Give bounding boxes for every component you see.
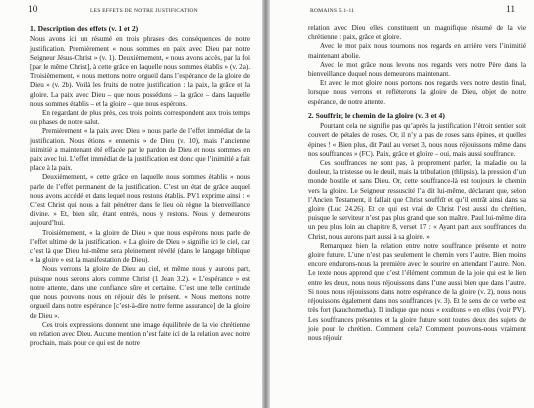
paragraph: Troisièmement, « la gloire de Dieu » que nous espérons nous parle de l’effet ultime de la justification. « La gloire de Dieu » signifie ici le ciel, car c’est là que Dieu lui-même sera pleinement révélé (dans le langage biblique « la gloire » est la manifestation de Dieu). (30, 228, 250, 265)
paragraph: Ces trois expressions donnent une image équilibrée de la vie chrétienne en relation avec Dieu. Aucune mention n’est faite ici de la relation avec notre prochain, mais pour ce qui est de notre (30, 320, 250, 348)
book-gutter (262, 0, 270, 408)
section-heading-1: 1. Description des effets (v. 1 et 2) (30, 24, 139, 33)
paragraph: Remarquez bien la relation entre notre souffrance présente et notre gloire future. L’une n’est pas seulement le chemin vers l’autre. Bien moins encore endurons-nous la première avec le sourire en attendant l’autre. Non. Le texte nous apprend que c’est l’élément commun de la joie qui est le lien entre les deux, nous nous réjouissons dans l’une aussi bien que dans l’autre. Si nous nous réjouissons dans notre espérance de la gloire (v. 2), nous nous réjouissons également dans nos souffrances (v. 3). Et le sens de ce verbe est très fort (kauchometha). Il indique que nous « exultons » en elles (voir PV). Les souffrances présentes et la gloire future sont toutes deux des sujets de joie pour le chrétien. Comment cela? Comment pouvons-nous vraiment nous réjouir (308, 241, 526, 342)
paragraph: Nous avons ici un résumé en trois phrases des conséquences de notre justification. Premièrement « nous sommes en paix avec Dieu par notre Seigneur Jésus-Christ » (v. 1). Deuxièmement, « nous avons accès, par la foi [par le même Christ], à cette grâce en laquelle nous sommes établis » (v. 2a). Troisièmement, « nous mettons notre orgueil dans l’espérance de la gloire de Dieu » (v. 2b). Voilà les fruits de notre justification : la paix, la grâce et la gloire. La paix avec Dieu – que nous possédons – la grâce – dans laquelle nous sommes établis – et la gloire – que nous espérons. (30, 35, 250, 108)
paragraph: Premièrement « la paix avec Dieu » nous parle de l’effet immédiat de la justification. Nous étions « ennemis » de Dieu (v. 10), mais l’ancienne inimitié a maintenant été effacée par le pardon de Dieu et nous sommes en paix avec lui. L’effet immédiat de la justification est donc que l’inimitié a fait place à la paix. (30, 127, 250, 173)
paragraph: relation avec Dieu elles constituent un magnifique résumé de la vie chrétienne : paix, grâce et gloire. (308, 24, 526, 42)
page-number-left: 10 (28, 5, 38, 15)
running-head-right: ROMAINS 5.1-11 (310, 8, 355, 14)
page-number-right: 11 (506, 5, 516, 15)
section-heading-2: 2. Souffrir, le chemin de la gloire (v. 3 et 4) (308, 110, 445, 120)
paragraph: Et avec le mot gloire nous portons nos regards vers notre destin final, lorsque nous verrons et refléterons la gloire de Dieu, objet de notre espérance, de notre attente. (308, 79, 526, 106)
paragraph: Deuxièmement, « cette grâce en laquelle nous sommes établis » nous parle de l’effet permanent de la justification. C’est un état de grâce auquel nous avons accédé et dans lequel nous restons établis. PV1 exprime ainsi : « C’est Christ qui nous a fait pénétrer dans le lieu où règne la bienveillance divine. » Et, bien sûr, étant entrés, nous y restons. Nous y demeurons aujourd’hui. (30, 173, 250, 228)
left-page (0, 0, 262, 408)
left-page-body (30, 24, 250, 348)
right-page-body (308, 24, 526, 343)
paragraph: Nous verrons la gloire de Dieu au ciel, et même nous y aurons part, puisque nous serons alors comme Christ (1 Jean 3.2). « L’espérance » est notre attente, dans une confiance sûre et certaine. C’est une telle certitude que nous pouvons nous en réjouir dès le présent. « Nous mettons notre orgueil dans notre espérance [c’est-à-dire notre ferme assurance] de la gloire de Dieu ». (30, 265, 250, 320)
running-head-left: LES EFFETS DE NOTRE JUSTIFICATION (90, 8, 198, 14)
right-page (270, 0, 534, 408)
paragraph: Avec le mot paix nous tournons nos regards en arrière vers l’inimitié maintenant abolie. (308, 42, 526, 60)
paragraph: Avec le mot grâce nous levons nos regards vers notre Père dans la bienveillance duquel nous demeurons maintenant. (308, 60, 526, 79)
paragraph: Ces souffrances ne sont pas, à proprement parler, la maladie ou la douleur, la tristesse ou le deuil, mais la tribulation (thlipsis), la pression d’un monde hostile et sans Dieu. Or, cette souffrance-là est toujours le chemin vers la gloire. Le Seigneur ressuscité l’a dit lui-même, déclarant que, selon l’Ancien Testament, il fallait que Christ souffrît et qu’il entrât ainsi dans sa gloire (Luc 24.26). Et ce qui est vrai de Christ l’est aussi du chrétien, puisque le serviteur n’est pas plus grand que son maître. Paul lui-même dira un peu plus loin au chapitre 8, verset 17 : « Ayant part aux souffrances du Christ, nous aurons part aussi à sa gloire. » (308, 159, 526, 241)
paragraph: Pourtant cela ne signifie pas qu’après la justification l’étroit sentier soit couvert de pétales de roses. Or, il n’y a pas de roses sans épines, et quelles épines ! « Bien plus, dit Paul au verset 3, nous nous réjouissons même dans nos souffrances » (FC). Paix, grâce et gloire – oui, mais aussi souffrance. (308, 122, 526, 158)
paragraph: En regardant de plus près, ces trois points correspondent aux trois temps ou phases de notre salut. (30, 109, 250, 127)
